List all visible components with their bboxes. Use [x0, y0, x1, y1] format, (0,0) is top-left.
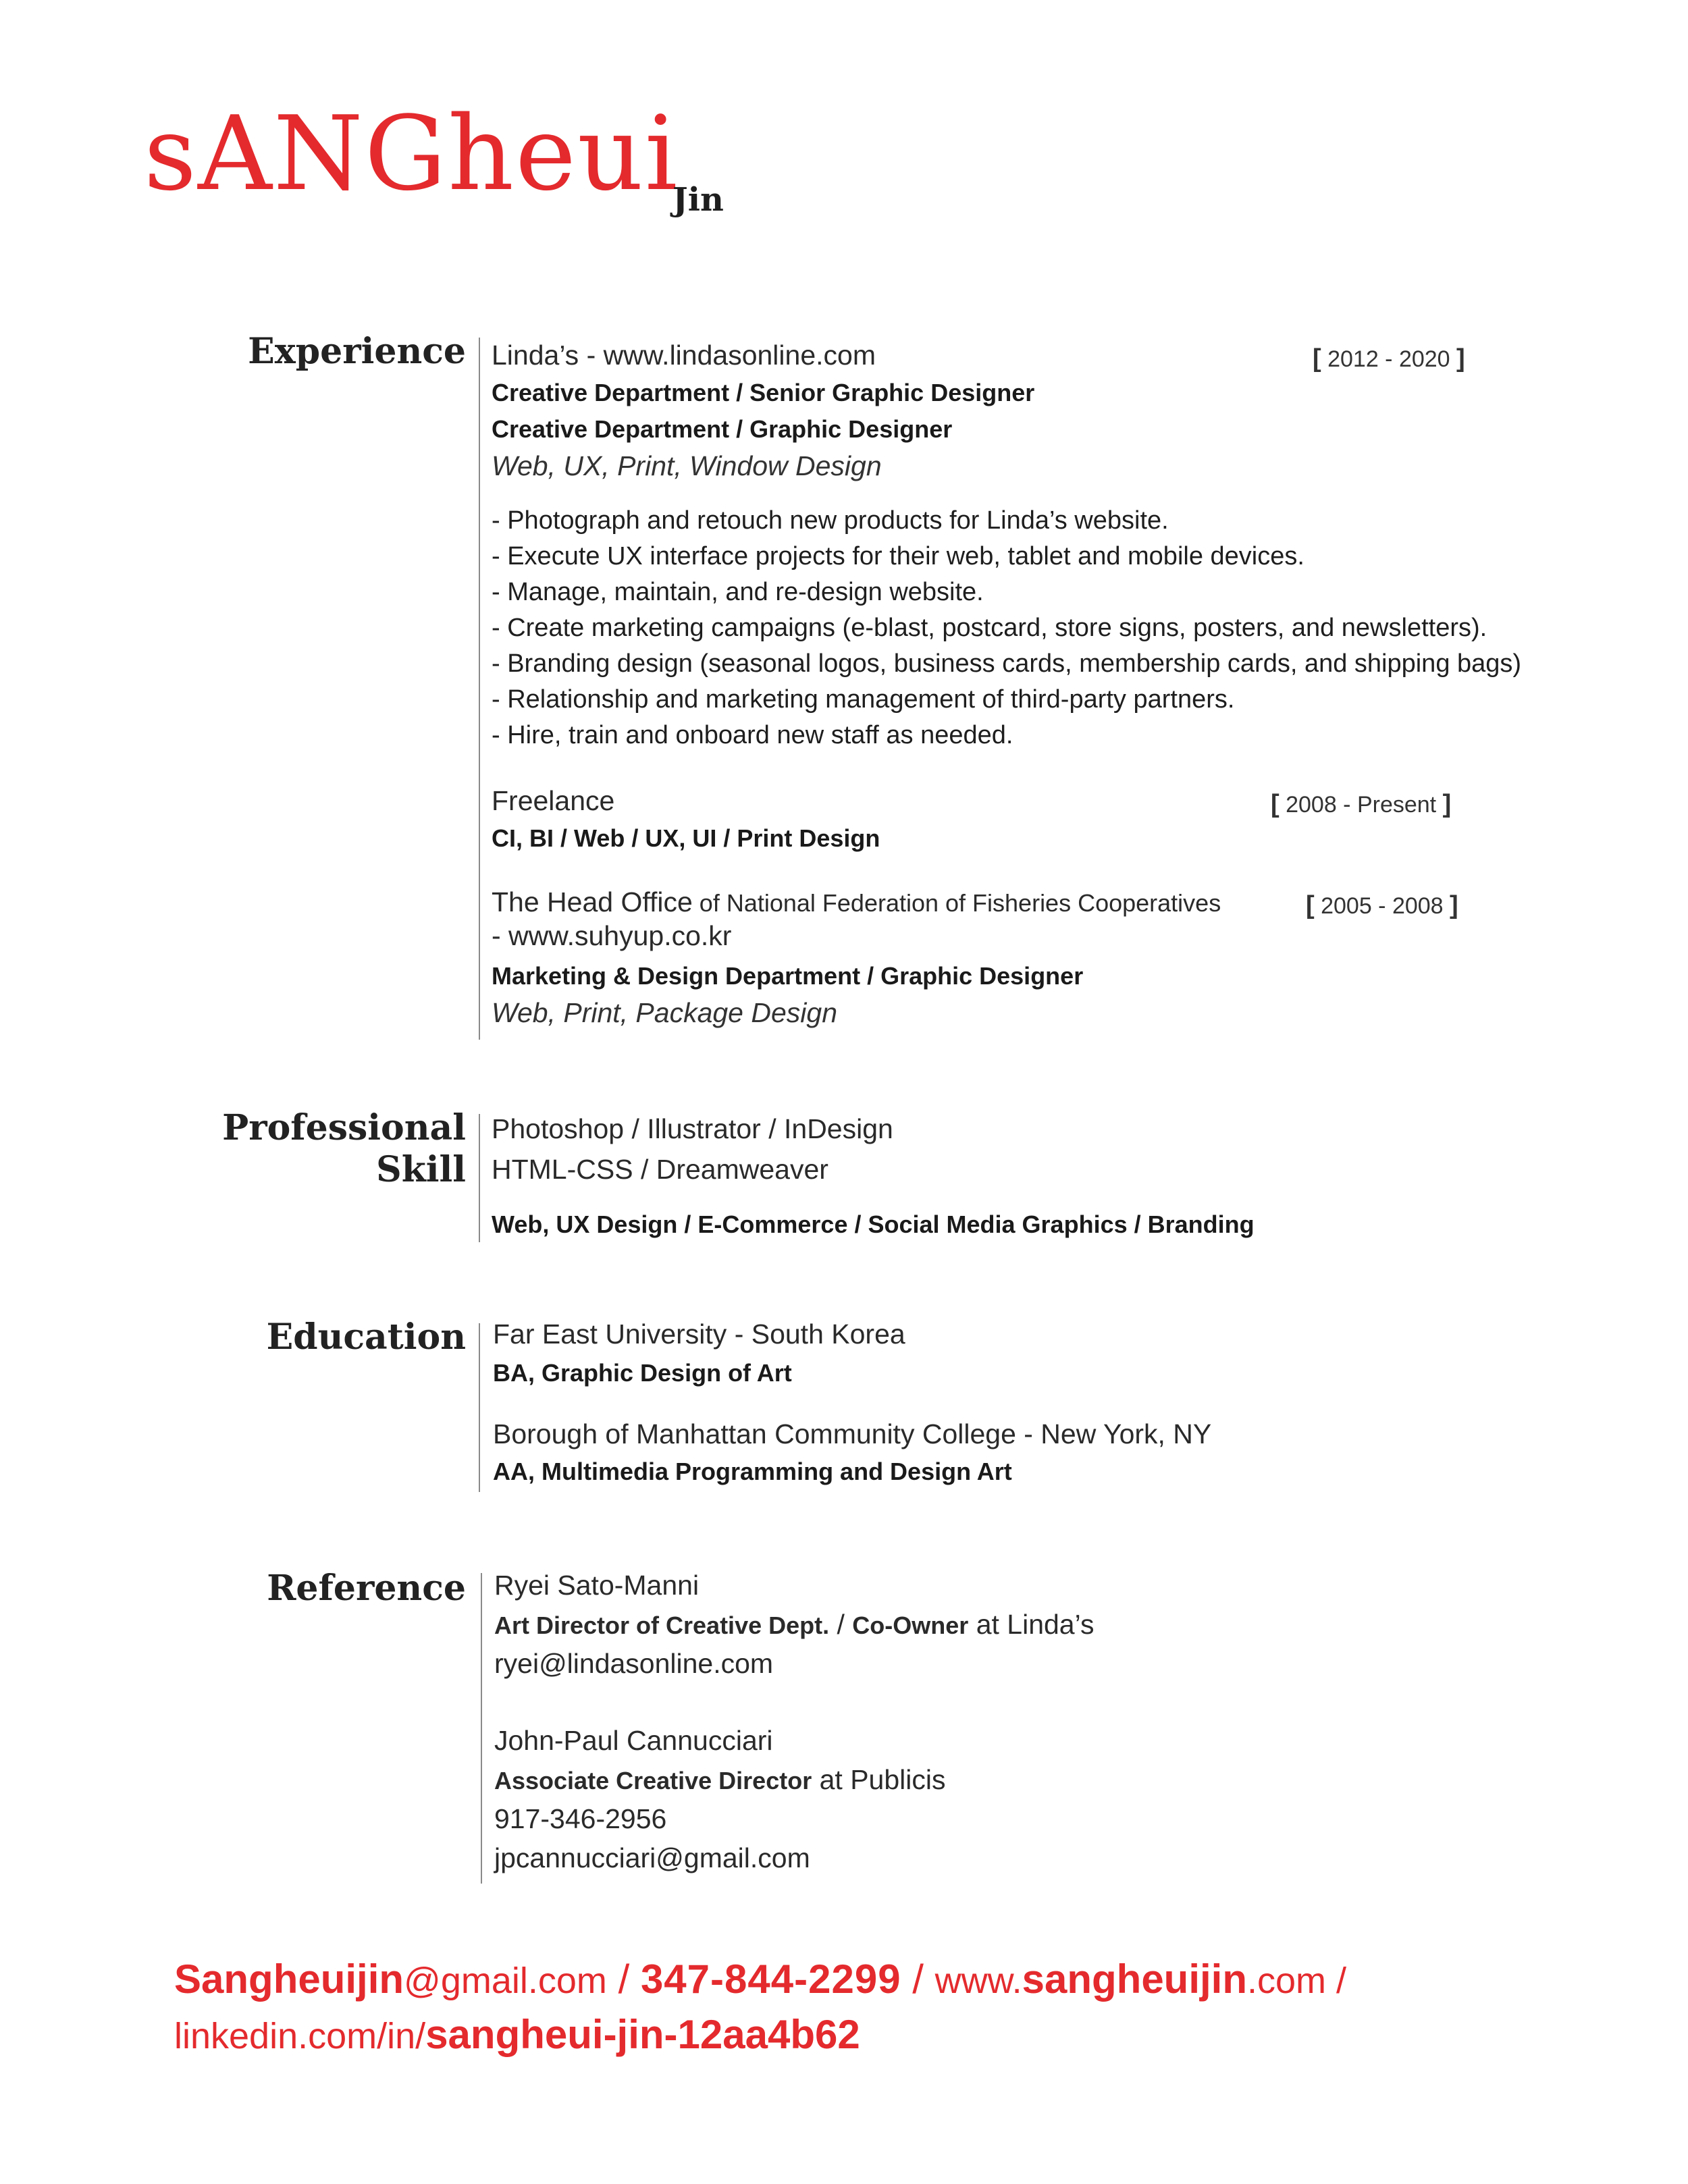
contact-linkedin[interactable]: linkedin.com/in/sangheui-jin-12aa4b62: [174, 2012, 860, 2057]
job-lindas-role-senior: Creative Department / Senior Graphic Designer: [492, 379, 1035, 406]
contact-website[interactable]: www.sangheuijin.com /: [934, 1956, 1347, 2002]
job-freelance-role: CI, BI / Web / UX, UI / Print Design: [492, 824, 880, 852]
heading-skills-line1: Professional: [222, 1107, 466, 1148]
heading-skills-line2: Skill: [376, 1149, 466, 1190]
job-lindas-bullet: - Branding design (seasonal logos, business cards, membership cards, and shipping bags): [492, 649, 1522, 678]
heading-professional-skill: [222, 1107, 466, 1191]
heading-experience: Experience: [248, 331, 466, 372]
skills-software: Photoshop / Illustrator / InDesign: [492, 1113, 893, 1144]
job-lindas-bullet: - Relationship and marketing management of third-party partners.: [492, 685, 1235, 714]
separator-education: [479, 1323, 480, 1492]
reference-2-title: Associate Creative Director at Publicis: [494, 1764, 946, 1795]
reference-2-phone: 917-346-2956: [494, 1803, 667, 1834]
job-lindas-role: Creative Department / Graphic Designer: [492, 415, 953, 443]
job-freelance-org: Freelance: [492, 785, 615, 816]
last-name: Jin: [672, 181, 724, 219]
education-school-2: Borough of Manhattan Community College - New York, NY: [493, 1418, 1212, 1449]
education-degree-2: AA, Multimedia Programming and Design Art: [493, 1458, 1012, 1485]
job-lindas-bullet: - Create marketing campaigns (e-blast, postcard, store signs, posters, and newsletters).: [492, 614, 1487, 642]
skills-areas: Web, UX Design / E-Commerce / Social Media Graphics / Branding: [492, 1210, 1255, 1238]
job-lindas-org: Linda’s - www.lindasonline.com: [492, 340, 876, 371]
heading-education: Education: [266, 1316, 466, 1358]
reference-2-name: John-Paul Cannucciari: [494, 1725, 773, 1756]
reference-2-email[interactable]: jpcannucciari@gmail.com: [494, 1842, 810, 1873]
job-lindas-bullet: - Hire, train and onboard new staff as needed.: [492, 721, 1013, 749]
separator-reference: [481, 1573, 482, 1884]
job-lindas-focus: Web, UX, Print, Window Design: [492, 450, 882, 481]
contact-line-1: Sangheuijin@gmail.com / 347-844-2299 / www.sangheuijin.com /: [174, 1956, 1347, 2002]
reference-1-title: Art Director of Creative Dept. / Co-Owner at Linda’s: [494, 1609, 1094, 1640]
job-lindas-bullet: - Manage, maintain, and re-design website.: [492, 578, 984, 606]
reference-1-email[interactable]: ryei@lindasonline.com: [494, 1648, 774, 1679]
job-lindas-bullet: - Photograph and retouch new products for Linda’s website.: [492, 506, 1169, 535]
heading-reference: Reference: [267, 1568, 466, 1609]
reference-1-name: Ryei Sato-Manni: [494, 1570, 700, 1601]
job-suhyup-date: [ 2005 - 2008 ]: [1306, 891, 1458, 920]
contact-phone[interactable]: 347-844-2299: [640, 1956, 901, 2002]
job-suhyup-focus: Web, Print, Package Design: [492, 997, 837, 1028]
job-lindas-date: [ 2012 - 2020 ]: [1313, 344, 1465, 373]
education-school-1: Far East University - South Korea: [493, 1319, 905, 1350]
job-suhyup-website: - www.suhyup.co.kr: [492, 920, 732, 951]
job-lindas-bullet: - Execute UX interface projects for their web, tablet and mobile devices.: [492, 542, 1304, 570]
education-degree-1: BA, Graphic Design of Art: [493, 1359, 792, 1387]
separator-experience: [479, 338, 480, 1040]
separator-skills: [479, 1114, 480, 1242]
job-suhyup-role: Marketing & Design Department / Graphic Designer: [492, 962, 1084, 990]
job-suhyup-org: The Head Office of National Federation of Fisheries Cooperatives: [492, 886, 1221, 917]
first-name: sANGheui: [144, 94, 679, 213]
contact-email[interactable]: Sangheuijin@gmail.com: [174, 1956, 607, 2002]
skills-web: HTML-CSS / Dreamweaver: [492, 1154, 828, 1185]
job-freelance-date: [ 2008 - Present ]: [1271, 790, 1452, 818]
